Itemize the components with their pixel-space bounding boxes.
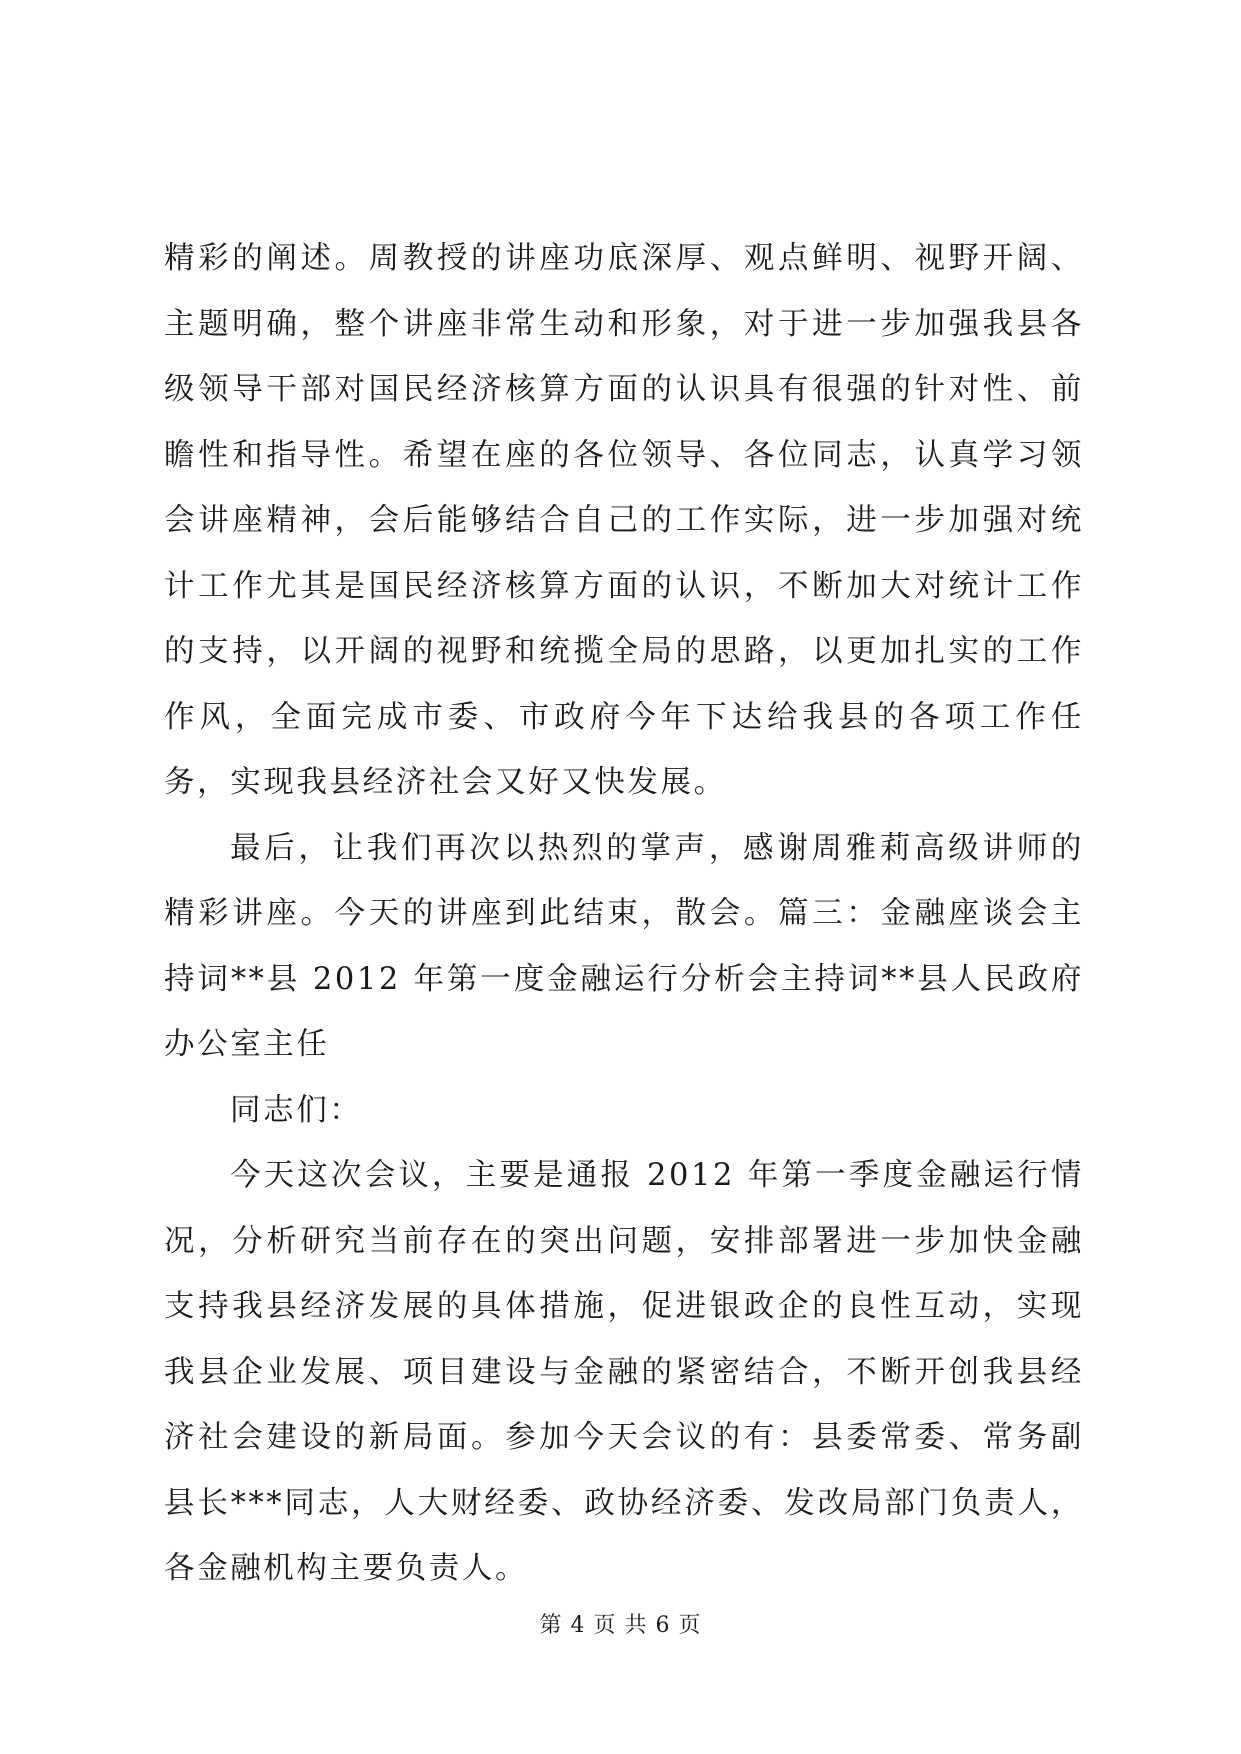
paragraph-3: 同志们： xyxy=(230,1092,363,1128)
paragraph-1: 精彩的阐述。周教授的讲座功底深厚、观点鲜明、视野开阔、主题明确，整个讲座非常生动和形象，对于进一步加强我县各级领导干部对国民经济核算方面的认识具有很强的针对性、前瞻性和指导性。希望在座的各位领导、各位同志，认真学习领会讲座精神，会后能够结合自己的工作实际，进一步加强对统计工作尤其是国民经济核算方面的认识，不断加大对统计工作的支持，以开阔的视野和统揽全局的思路，以更加扎实的工作作风，全面完成市委、市政府今年下达给我县的各项工作任务，实现我县经济社会又好又快发展。 xyxy=(164,241,1084,800)
document-body xyxy=(164,226,1084,1602)
page-number-footer: 第 4 页 共 6 页 xyxy=(539,1613,702,1638)
paragraph-2: 最后，让我们再次以热烈的掌声，感谢周雅莉高级讲师的精彩讲座。今天的讲座到此结束，散会。篇三：金融座谈会主持词**县 2012 年第一度金融运行分析会主持词**县人民政府办公室主任 xyxy=(164,830,1084,1062)
paragraph-4: 今天这次会议，主要是通报 2012 年第一季度金融运行情况，分析研究当前存在的突出问题，安排部署进一步加快金融支持我县经济发展的具体措施，促进银政企的良性互动，实现我县企业发展、项目建设与金融的紧密结合，不断开创我县经济社会建设的新局面。参加今天会议的有：县委常委、常务副县长***同志，人大财经委、政协经济委、发改局部门负责人，各金融机构主要负责人。 xyxy=(164,1158,1084,1586)
